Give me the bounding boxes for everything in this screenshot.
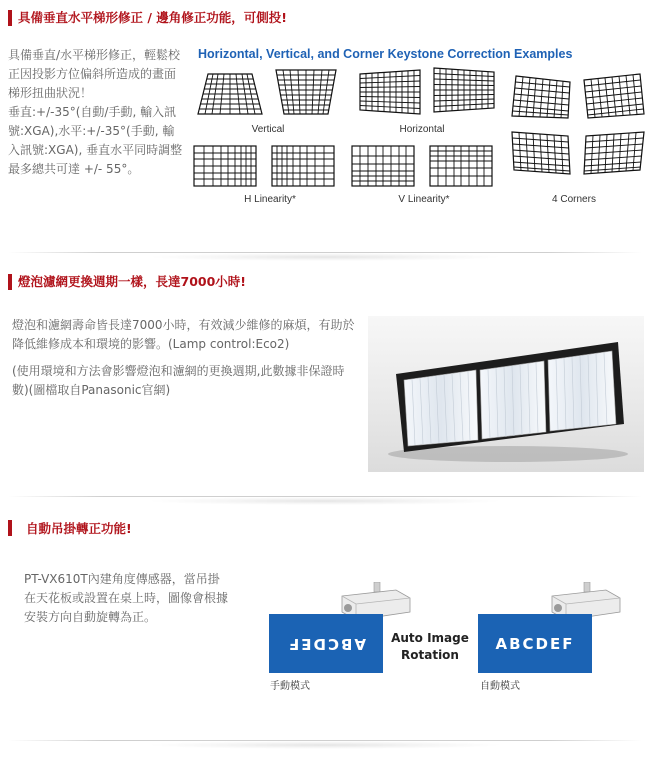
screen-text: ABCDEF [495,634,575,653]
text-line: (使用環境和方法會影響燈泡和濾網的更換週期,此數據非保證時 [12,364,345,378]
keystone-figure-title: Horizontal, Vertical, and Corner Keystone Correction Examples [198,47,573,61]
label-vertical: Vertical [251,124,285,135]
corner-example-1 [512,76,570,118]
manual-mode-screen [269,614,383,673]
text-line: 號:XGA),水平:+/-35°(手動, 輸 [8,124,175,138]
horizontal-example-1 [360,70,420,114]
keystone-description [8,46,198,179]
text-line: 降低維修成本和環境的影響。(Lamp control:Eco2) [12,337,290,351]
filter-description [12,316,372,400]
section-divider-shadow [150,253,500,261]
text-line: PT-VX610T內建角度傳感器，當吊掛 [24,572,220,586]
h-linearity-example-1 [194,146,256,186]
label-horizontal: Horizontal [399,124,445,135]
section-title-auto-rotation: 自動吊掛轉正功能! [26,521,132,536]
text-line: 燈泡和濾網壽命皆長達7000小時，有效減少維修的麻煩，有助於 [12,318,355,332]
h-linearity-example-2 [272,146,334,186]
vertical-example-2 [276,70,336,114]
horizontal-example-2 [434,68,494,112]
auto-rotation-description [24,570,254,627]
air-filter-image [368,316,644,472]
screen-text-upside-down: ABCDEF [286,634,366,653]
text-line: 具備垂直/水平梯形修正，輕鬆校 [8,48,181,62]
text-line: 最多總共可達 +/- 55°。 [8,162,140,176]
text-line: 數)(圖檔取自Panasonic官網) [12,383,171,397]
rotation-label-line: Rotation [401,648,459,662]
v-linearity-example-2 [430,146,492,186]
section-divider-shadow [150,497,500,505]
text-line: 安裝方向自動旋轉為正。 [24,610,157,624]
corner-example-2 [584,74,644,118]
section-title-filter: 燈泡濾網更換週期一樣，長達7000小時! [18,274,246,289]
label-4-corners: 4 Corners [552,194,596,205]
text-line: 入訊號:XGA), 垂直水平同時調整 [8,143,183,157]
section-title-keystone: 具備垂直水平梯形修正 / 邊角修正功能，可側投! [18,10,287,25]
section-marker [8,520,12,536]
text-line: 正因投影方位偏斜所造成的畫面 [8,67,177,81]
manual-mode-label: 手動模式 [270,681,310,692]
auto-rotation-label [388,630,472,664]
text-line: 垂直:+/-35°(自動/手動, 輸入訊 [8,105,177,119]
section-marker [8,10,12,26]
keystone-examples-figure [190,62,650,212]
text-line: 梯形扭曲狀況！ [8,86,93,100]
section-divider-shadow [150,741,500,749]
corner-example-3 [512,132,570,174]
rotation-label-line: Auto Image [391,631,469,645]
label-h-linearity: H Linearity* [244,194,296,205]
auto-mode-screen [478,614,592,673]
filter-photo [368,316,644,472]
section-marker [8,274,12,290]
auto-mode-label: 自動模式 [480,681,520,692]
corner-example-4 [584,132,644,174]
text-line: 在天花板或設置在桌上時，圖像會根據 [24,591,229,605]
label-v-linearity: V Linearity* [398,194,450,205]
v-linearity-example-1 [352,146,414,186]
vertical-example-1 [198,74,262,114]
